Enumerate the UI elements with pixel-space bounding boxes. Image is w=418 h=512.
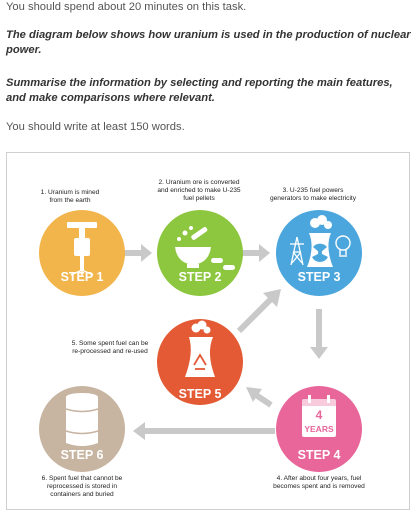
- arrow-step1-to-step2: [123, 244, 152, 262]
- step-5-label: STEP 5: [178, 387, 222, 401]
- calendar-icon: [302, 395, 336, 437]
- step-4-circle: [276, 386, 362, 472]
- arrow-step2-to-step3: [241, 244, 270, 262]
- task-word-count-note: You should write at least 150 words.: [6, 121, 185, 133]
- step-2-label: STEP 2: [178, 270, 222, 284]
- task-instruction: Summarise the information by selecting and reporting the main features, and make comparisons where relevant.: [6, 77, 393, 104]
- diagram-graphic: [7, 153, 411, 511]
- step-3-label: STEP 3: [297, 270, 341, 284]
- step-2-circle: [157, 210, 243, 296]
- arrow-step3-to-step4: [310, 309, 328, 359]
- arrow-step5-to-step3: [239, 289, 281, 331]
- arrow-step4-to-step5: [246, 387, 271, 405]
- step-3-circle: [276, 210, 362, 296]
- step-2-caption: 2. Uranium ore is converted and enriched to make U-235 fuel pellets: [157, 179, 241, 202]
- step-4-label: STEP 4: [297, 448, 341, 462]
- step-4-caption: 4. After about four years, fuel becomes spent and is removed: [273, 475, 365, 490]
- nuclear-power-diagram: [6, 152, 410, 510]
- task-time-note: You should spend about 20 minutes on this task.: [6, 1, 247, 13]
- step-6-label: STEP 6: [60, 448, 104, 462]
- calendar-number: 4: [315, 408, 323, 422]
- step-1-label: STEP 1: [60, 270, 104, 284]
- barrel-icon: [66, 393, 98, 446]
- step-1-caption: 1. Uranium is mined from the earth: [40, 189, 100, 204]
- arrow-step4-to-step6: [133, 422, 275, 440]
- step-6-caption: 6. Spent fuel that cannot be reprocessed is stored in containers and buried: [41, 475, 123, 498]
- step-1-circle: [39, 210, 125, 296]
- task-prompt: The diagram below shows how uranium is used in the production of nuclear power.: [6, 29, 411, 56]
- step-5-caption: 5. Some spent fuel can be re-processed and re-used: [71, 340, 149, 355]
- step-6-circle: [39, 386, 125, 472]
- calendar-unit: YEARS: [304, 424, 334, 434]
- step-5-circle: [157, 319, 243, 405]
- step-3-caption: 3. U-235 fuel powers generators to make electricity: [269, 187, 357, 202]
